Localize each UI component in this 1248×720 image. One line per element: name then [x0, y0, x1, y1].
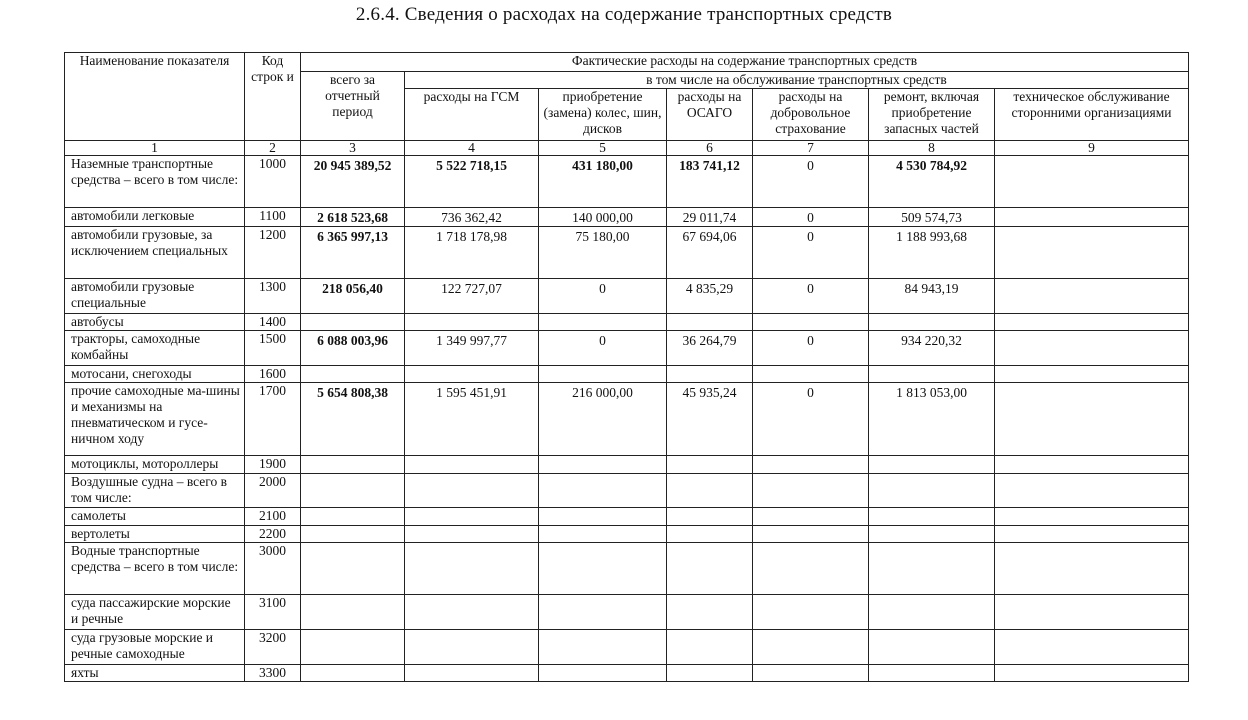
row-name: прочие самоходные ма-шины и механизмы на пневматическом и гусе-ничном ходу [65, 383, 245, 456]
cell-service [995, 279, 1189, 314]
cell-vol: 0 [753, 383, 869, 456]
row-code: 1600 [245, 366, 301, 383]
cell-service [995, 156, 1189, 208]
cell-service [995, 595, 1189, 630]
cell-service [995, 366, 1189, 383]
cell-service [995, 543, 1189, 595]
cell-tires: 140 000,00 [539, 208, 667, 227]
cell-vol [753, 526, 869, 543]
cell-osago [667, 366, 753, 383]
header-code: Код строк и [245, 53, 301, 141]
cell-total [301, 366, 405, 383]
cell-gsm: 736 362,42 [405, 208, 539, 227]
cell-total [301, 314, 405, 331]
cell-gsm [405, 474, 539, 508]
cell-repair [869, 595, 995, 630]
col-number: 5 [539, 141, 667, 156]
cell-tires [539, 366, 667, 383]
row-name: Водные транспортные средства – всего в том числе: [65, 543, 245, 595]
table-row [65, 595, 1189, 630]
row-name: автомобили грузовые, за исключением специальных [65, 227, 245, 279]
table-row [65, 630, 1189, 665]
cell-gsm [405, 665, 539, 682]
table-row [65, 331, 1189, 366]
cell-repair [869, 543, 995, 595]
cell-gsm [405, 456, 539, 474]
cell-repair [869, 630, 995, 665]
cell-osago: 36 264,79 [667, 331, 753, 366]
cell-vol [753, 456, 869, 474]
row-name: вертолеты [65, 526, 245, 543]
cell-osago [667, 526, 753, 543]
cell-vol [753, 366, 869, 383]
cell-gsm [405, 314, 539, 331]
header-name: Наименование показателя [65, 53, 245, 141]
row-name: суда грузовые морские и речные самоходные [65, 630, 245, 665]
cell-tires: 216 000,00 [539, 383, 667, 456]
row-name: автобусы [65, 314, 245, 331]
cell-gsm: 1 595 451,91 [405, 383, 539, 456]
table-row [65, 366, 1189, 383]
cell-tires: 0 [539, 331, 667, 366]
header-total: всего за отчетный период [301, 72, 405, 141]
row-name: яхты [65, 665, 245, 682]
row-name: автомобили легковые [65, 208, 245, 227]
cell-tires [539, 630, 667, 665]
cell-vol [753, 508, 869, 526]
table-row [65, 665, 1189, 682]
cell-osago: 4 835,29 [667, 279, 753, 314]
cell-osago [667, 595, 753, 630]
row-code: 1100 [245, 208, 301, 227]
cell-repair [869, 665, 995, 682]
row-code: 1500 [245, 331, 301, 366]
col-number: 9 [995, 141, 1189, 156]
cell-tires [539, 474, 667, 508]
cell-service [995, 508, 1189, 526]
row-code: 1200 [245, 227, 301, 279]
table-row [65, 508, 1189, 526]
table-row [65, 156, 1189, 208]
cell-tires [539, 665, 667, 682]
col-number: 3 [301, 141, 405, 156]
cell-total: 6 365 997,13 [301, 227, 405, 279]
cell-tires [539, 314, 667, 331]
cell-gsm [405, 595, 539, 630]
header-tires: приобретение (замена) колес, шин, дисков [539, 89, 667, 141]
cell-gsm: 122 727,07 [405, 279, 539, 314]
table-row [65, 279, 1189, 314]
row-name: самолеты [65, 508, 245, 526]
cell-tires: 0 [539, 279, 667, 314]
cell-tires [539, 595, 667, 630]
cell-vol: 0 [753, 227, 869, 279]
row-code: 3000 [245, 543, 301, 595]
cell-vol: 0 [753, 331, 869, 366]
row-code: 1700 [245, 383, 301, 456]
cell-tires: 431 180,00 [539, 156, 667, 208]
table-row [65, 227, 1189, 279]
cell-osago [667, 314, 753, 331]
header-voluntary: расходы на добровольное страхование [753, 89, 869, 141]
cell-total [301, 508, 405, 526]
cell-repair [869, 456, 995, 474]
cell-tires [539, 543, 667, 595]
cell-repair: 934 220,32 [869, 331, 995, 366]
cell-gsm [405, 508, 539, 526]
cell-service [995, 227, 1189, 279]
cell-repair: 84 943,19 [869, 279, 995, 314]
header-actual: Фактические расходы на содержание транспортных средств [301, 53, 1189, 72]
cell-vol [753, 314, 869, 331]
row-code: 1000 [245, 156, 301, 208]
cell-total [301, 526, 405, 543]
cell-total [301, 456, 405, 474]
row-code: 3100 [245, 595, 301, 630]
cell-gsm [405, 630, 539, 665]
header-incl: в том числе на обслуживание транспортных средств [405, 72, 1189, 89]
cell-repair [869, 526, 995, 543]
cell-total [301, 595, 405, 630]
cell-osago: 183 741,12 [667, 156, 753, 208]
cell-vol [753, 543, 869, 595]
table-row [65, 543, 1189, 595]
page-title: 2.6.4. Сведения о расходах на содержание транспортных средств [355, 4, 893, 25]
cell-service [995, 474, 1189, 508]
row-code: 2000 [245, 474, 301, 508]
cell-service [995, 383, 1189, 456]
cell-repair [869, 314, 995, 331]
cell-osago [667, 474, 753, 508]
cell-osago: 29 011,74 [667, 208, 753, 227]
table-row [65, 526, 1189, 543]
table-row [65, 208, 1189, 227]
cell-tires: 75 180,00 [539, 227, 667, 279]
cell-vol [753, 595, 869, 630]
col-number: 6 [667, 141, 753, 156]
row-name: Воздушные судна – всего в том числе: [65, 474, 245, 508]
cell-vol: 0 [753, 208, 869, 227]
cell-repair: 4 530 784,92 [869, 156, 995, 208]
row-code: 1900 [245, 456, 301, 474]
cell-osago [667, 508, 753, 526]
row-code: 1300 [245, 279, 301, 314]
cell-tires [539, 456, 667, 474]
cell-service [995, 314, 1189, 331]
cell-osago [667, 543, 753, 595]
cell-repair: 1 188 993,68 [869, 227, 995, 279]
col-number: 4 [405, 141, 539, 156]
row-code: 2200 [245, 526, 301, 543]
cell-total: 6 088 003,96 [301, 331, 405, 366]
col-number: 7 [753, 141, 869, 156]
cell-total: 20 945 389,52 [301, 156, 405, 208]
cell-total [301, 543, 405, 595]
cell-osago [667, 456, 753, 474]
header-service: техническое обслуживание сторонними организациями [995, 89, 1189, 141]
row-name: Наземные транспортные средства – всего в том числе: [65, 156, 245, 208]
cell-gsm: 5 522 718,15 [405, 156, 539, 208]
row-code: 2100 [245, 508, 301, 526]
cell-service [995, 665, 1189, 682]
expenses-table [64, 52, 1189, 682]
row-name: автомобили грузовые специальные [65, 279, 245, 314]
row-name: мотосани, снегоходы [65, 366, 245, 383]
col-number: 8 [869, 141, 995, 156]
header-osago: расходы на ОСАГО [667, 89, 753, 141]
cell-osago: 67 694,06 [667, 227, 753, 279]
cell-gsm [405, 526, 539, 543]
cell-repair: 1 813 053,00 [869, 383, 995, 456]
cell-total [301, 474, 405, 508]
cell-gsm: 1 349 997,77 [405, 331, 539, 366]
cell-osago: 45 935,24 [667, 383, 753, 456]
cell-service [995, 208, 1189, 227]
row-name: суда пассажирские морские и речные [65, 595, 245, 630]
row-name: мотоциклы, мотороллеры [65, 456, 245, 474]
header-gsm: расходы на ГСМ [405, 89, 539, 141]
header-repair: ремонт, включая приобретение запасных частей [869, 89, 995, 141]
cell-gsm [405, 366, 539, 383]
cell-tires [539, 526, 667, 543]
table-row [65, 474, 1189, 508]
row-code: 3200 [245, 630, 301, 665]
table-row [65, 383, 1189, 456]
cell-osago [667, 630, 753, 665]
table-row [65, 314, 1189, 331]
column-numbers-row [65, 141, 1189, 156]
cell-service [995, 331, 1189, 366]
cell-gsm: 1 718 178,98 [405, 227, 539, 279]
col-number: 2 [245, 141, 301, 156]
cell-repair [869, 508, 995, 526]
table-body [65, 156, 1189, 682]
cell-total: 5 654 808,38 [301, 383, 405, 456]
row-code: 3300 [245, 665, 301, 682]
row-code: 1400 [245, 314, 301, 331]
cell-vol [753, 630, 869, 665]
table-row [65, 456, 1189, 474]
cell-total [301, 665, 405, 682]
cell-service [995, 456, 1189, 474]
cell-vol: 0 [753, 279, 869, 314]
cell-vol: 0 [753, 156, 869, 208]
cell-gsm [405, 543, 539, 595]
row-name: тракторы, самоходные комбайны [65, 331, 245, 366]
col-number: 1 [65, 141, 245, 156]
cell-osago [667, 665, 753, 682]
table-header [65, 53, 1189, 156]
cell-repair [869, 474, 995, 508]
cell-vol [753, 665, 869, 682]
cell-vol [753, 474, 869, 508]
cell-total: 218 056,40 [301, 279, 405, 314]
cell-service [995, 630, 1189, 665]
cell-repair: 509 574,73 [869, 208, 995, 227]
cell-total: 2 618 523,68 [301, 208, 405, 227]
cell-total [301, 630, 405, 665]
cell-repair [869, 366, 995, 383]
cell-tires [539, 508, 667, 526]
cell-service [995, 526, 1189, 543]
